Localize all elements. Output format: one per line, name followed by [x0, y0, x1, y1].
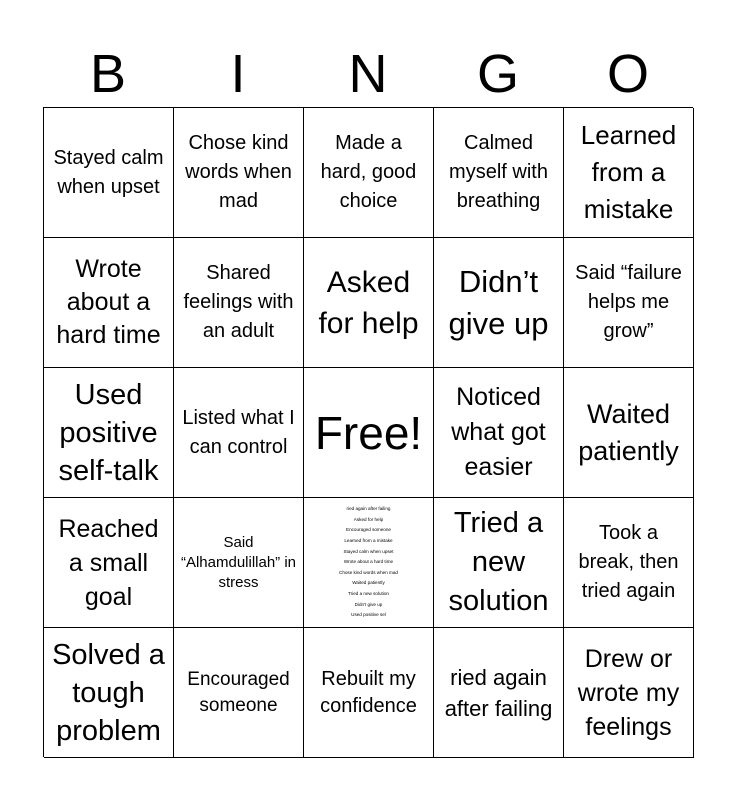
bingo-cell[interactable] [44, 498, 174, 628]
cell-text: Took a break, then tried again [578, 522, 679, 602]
cell-text: Didn’t give up [448, 263, 549, 341]
bingo-cell[interactable] [174, 628, 304, 758]
cell-text: Wrote about a hard time [56, 255, 161, 349]
bingo-cell[interactable] [564, 498, 694, 628]
bingo-cell[interactable] [174, 368, 304, 498]
tiny-list-cell[interactable] [304, 498, 434, 628]
cell-text: Learned from a mistake [580, 120, 677, 224]
bingo-cell[interactable] [434, 628, 564, 758]
bingo-cell[interactable] [174, 238, 304, 368]
free-space-text: Free! [314, 406, 423, 459]
cell-text: Tried a new solution [448, 507, 549, 617]
header-letter-b: B [89, 44, 127, 104]
cell-text: Said “failure helps me grow” [575, 262, 682, 342]
bingo-cell[interactable] [44, 238, 174, 368]
cell-text: Chose kind words when mad [185, 132, 292, 212]
bingo-cell[interactable] [434, 108, 564, 238]
header-letter-o: O [606, 44, 649, 104]
cell-text: Noticed what got easier [451, 383, 546, 481]
tiny-list-item: ried again after failing [346, 506, 391, 512]
tiny-list-item: Learned from a mistake [344, 538, 393, 544]
bingo-cell[interactable] [434, 498, 564, 628]
cell-text: Said “Alhamdulillah” in stress [180, 533, 297, 591]
tiny-list-item: Wrote about a hard time [343, 559, 394, 565]
bingo-cell[interactable] [44, 108, 174, 238]
bingo-cell[interactable] [304, 628, 434, 758]
cell-text: Reached a small goal [58, 514, 159, 611]
tiny-list [339, 504, 398, 621]
tiny-list-item: Chose kind words when mad [339, 569, 398, 575]
tiny-list-item: Asked for help [353, 516, 384, 522]
bingo-cell[interactable] [44, 628, 174, 758]
bingo-cell[interactable] [434, 368, 564, 498]
cell-text: Calmed myself with breathing [449, 132, 548, 212]
tiny-list-item: Waited patiently [352, 580, 385, 586]
bingo-cell[interactable] [304, 238, 434, 368]
header-letter-n: N [348, 44, 388, 104]
cell-text: Shared feelings with an adult [183, 262, 294, 342]
tiny-list-item: Encouraged someone [346, 527, 391, 533]
tiny-list-item: Didn't give up [354, 601, 383, 607]
tiny-list-item: Tried a new solution [348, 590, 389, 596]
header-letter-g: G [476, 44, 519, 104]
header-letter-i: I [230, 44, 246, 104]
cell-text: Encouraged someone [187, 668, 290, 716]
cell-text: Waited patiently [578, 398, 679, 466]
cell-text: Asked for help [318, 265, 419, 340]
cell-text: ried again after failing [444, 664, 553, 721]
bingo-cell[interactable] [44, 368, 174, 498]
bingo-cell[interactable] [564, 238, 694, 368]
cell-text: Solved a tough problem [52, 638, 165, 747]
cell-text: Rebuilt my confidence [320, 667, 417, 717]
tiny-list-item: Stayed calm when upset [343, 548, 394, 554]
cell-text: Made a hard, good choice [320, 132, 417, 212]
cell-text: Used positive self-talk [58, 378, 159, 487]
cell-text: Listed what I can control [182, 406, 295, 458]
cell-text: Stayed calm when upset [53, 146, 164, 198]
bingo-cell[interactable] [304, 108, 434, 238]
bingo-cell[interactable] [174, 498, 304, 628]
bingo-cell[interactable] [564, 628, 694, 758]
bingo-cell[interactable] [174, 108, 304, 238]
free-space[interactable] [304, 368, 434, 498]
bingo-cell[interactable] [564, 108, 694, 238]
tiny-list-item: Used positive sel [351, 612, 386, 618]
cell-text: Drew or wrote my feelings [577, 644, 680, 741]
bingo-cell[interactable] [434, 238, 564, 368]
bingo-cell[interactable] [564, 368, 694, 498]
bingo-grid [43, 107, 693, 757]
bingo-header [43, 44, 693, 104]
